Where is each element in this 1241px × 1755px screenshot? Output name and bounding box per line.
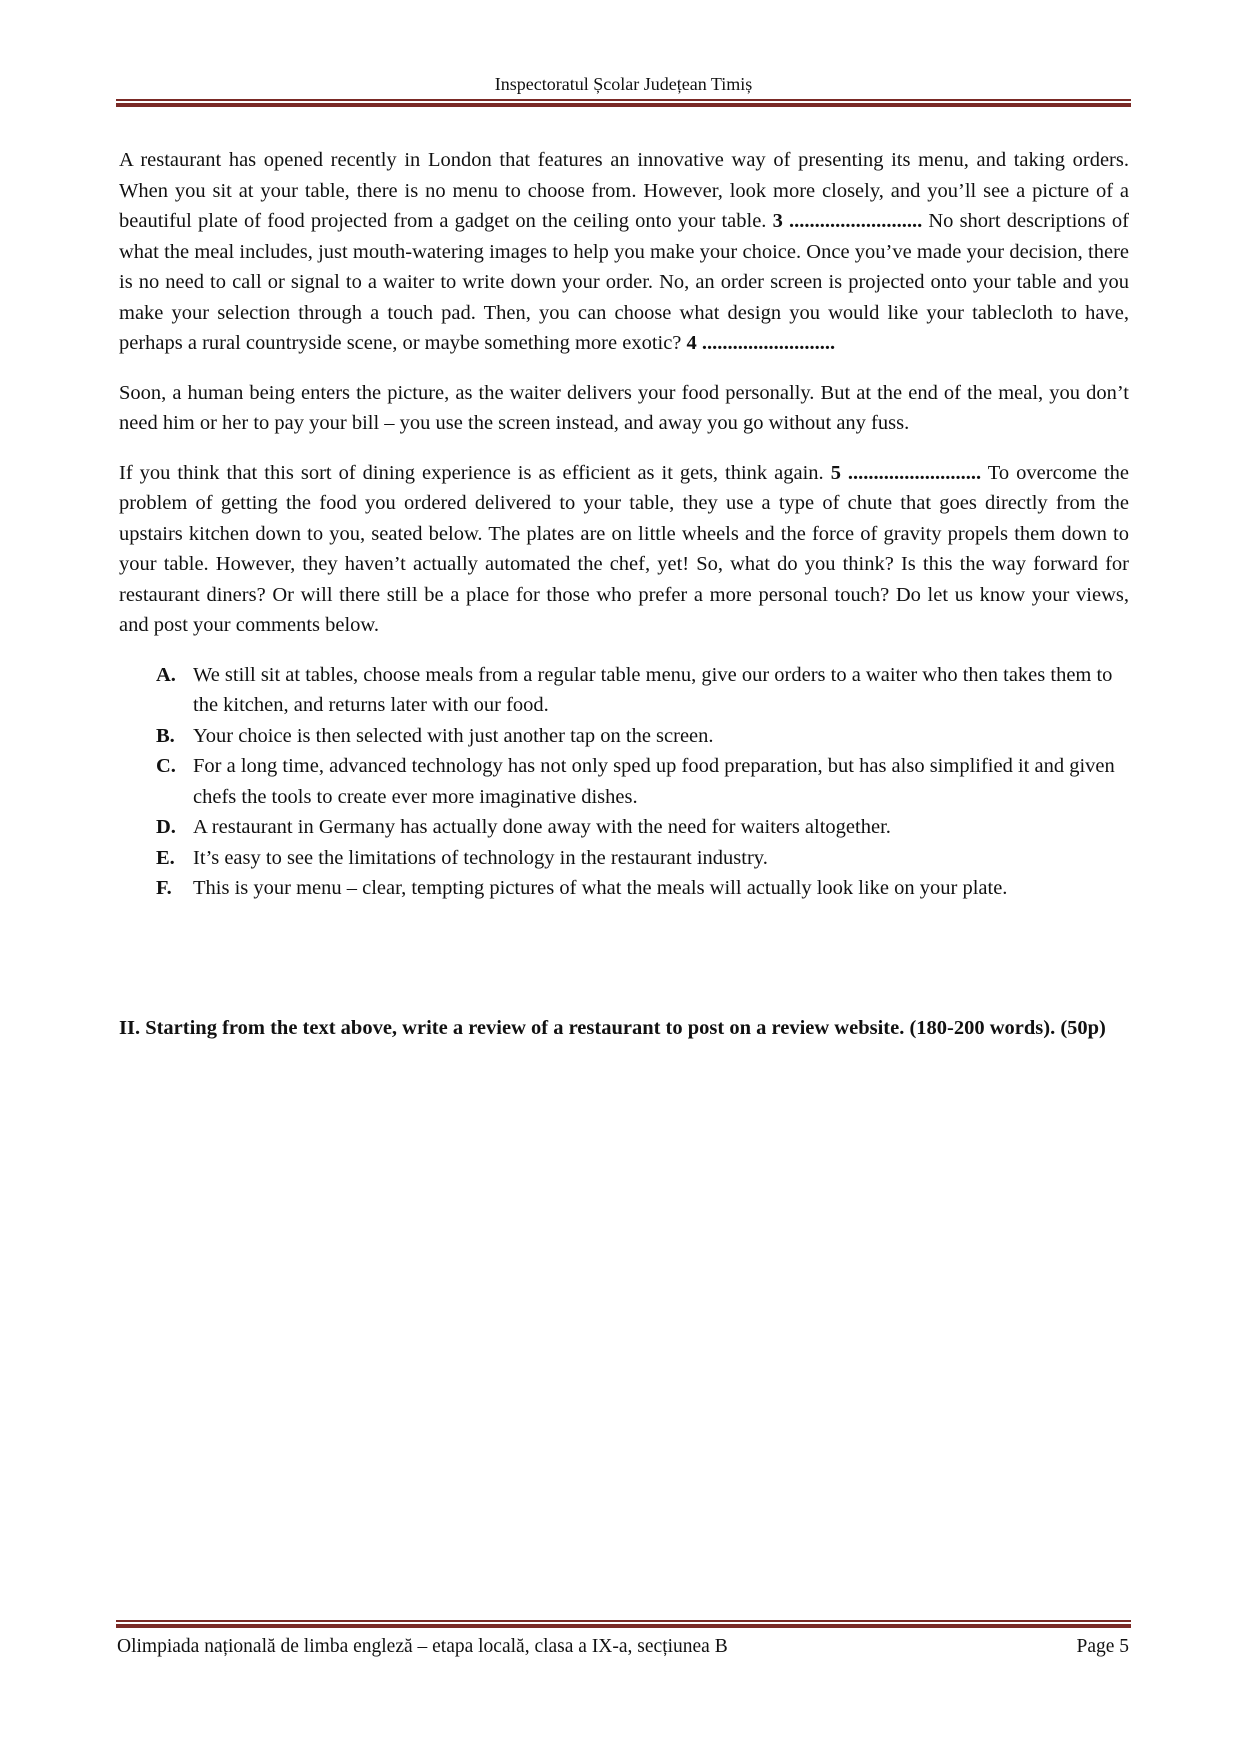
- option-text: A restaurant in Germany has actually done away with the need for waiters altogether.: [193, 816, 891, 838]
- paragraph-3-text-a: If you think that this sort of dining experience is as efficient as it gets, think again.: [119, 461, 831, 484]
- option-b: [119, 721, 1129, 752]
- option-e: [119, 843, 1129, 874]
- header-rule-thick: [116, 103, 1131, 107]
- gap-3: 3 ..........................: [772, 210, 923, 232]
- option-list: [119, 660, 1129, 904]
- option-text: It’s easy to see the limitations of technology in the restaurant industry.: [193, 846, 768, 869]
- writing-task: II. Starting from the text above, write a review of a restaurant to post on a review website. (180-200 words). (50p): [119, 1017, 1106, 1039]
- option-letter: D.: [156, 816, 176, 838]
- option-text: This is your menu – clear, tempting pictures of what the meals will actually look like on your plate.: [193, 877, 1008, 899]
- option-letter: A.: [156, 663, 176, 686]
- paragraph-3-text-b: To overcome the problem of getting the food you ordered delivered to your table, they use a type of chute that goes directly from the upstairs kitchen down to you, seated below. The plates are on little wheels and the force of gravity propels them down to your table. However, they haven’t actually automated the chef, yet! So, what do you think? Is this the way forward for restaurant diners? Or will there still be a place for those who prefer a more personal touch? Do let us know your views, and post your comments below.: [119, 461, 1129, 636]
- option-text: For a long time, advanced technology has not only sped up food preparation, but has also simplified it and given chefs the tools to create ever more imaginative dishes.: [193, 755, 1115, 808]
- footer-rule: [116, 1620, 1131, 1628]
- header-title: Inspectoratul Școlar Județean Timiș: [494, 74, 753, 94]
- option-c: [119, 751, 1129, 812]
- option-letter: F.: [156, 877, 172, 899]
- option-text: Your choice is then selected with just another tap on the screen.: [193, 724, 714, 747]
- paragraph-1-text-b: No short descriptions of what the meal includes, just mouth-watering images to help you make your choice. Once you’ve made your decision, there is no need to call or signal to a waiter to write down your order. No, an order screen is projected onto your table and you make your selection through a touch pad. Then, you can choose what design you would like your tablecloth to have, perhaps a rural countryside scene, or maybe something more exotic?: [119, 210, 1129, 354]
- reading-text: [119, 145, 1129, 904]
- gap-5: 5 ..........................: [830, 461, 982, 484]
- option-text: We still sit at tables, choose meals from a regular table menu, give our orders to a waiter who then takes them to the kitchen, and returns later with our food.: [193, 663, 1113, 716]
- paragraph-2: Soon, a human being enters the picture, as the waiter delivers your food personally. But at the end of the meal, you don’t need him or her to pay your bill – you use the screen instead, and away you go without any fuss.: [119, 381, 1129, 434]
- header-rule: [116, 99, 1131, 107]
- footer-title: Olimpiada națională de limba engleză – etapa locală, clasa a IX-a, secțiunea B: [117, 1636, 728, 1657]
- paragraph-1-text-a: A restaurant has opened recently in London that features an innovative way of presenting its menu, and taking orders. When you sit at your table, there is no menu to choose from. However, look more closely, and you’ll see a picture of a beautiful plate of food projected from a gadget on the ceiling onto your table.: [119, 149, 1129, 232]
- paragraph-1: [119, 145, 1129, 359]
- option-d: [119, 812, 1129, 843]
- option-letter: C.: [156, 755, 176, 777]
- option-letter: B.: [156, 724, 175, 747]
- gap-4: 4 ..........................: [686, 332, 836, 354]
- page-number: Page 5: [1076, 1636, 1129, 1657]
- paragraph-3: [119, 458, 1129, 641]
- option-letter: E.: [156, 846, 175, 869]
- footer-rule-thick: [116, 1624, 1131, 1628]
- option-a: [119, 660, 1129, 721]
- option-f: [119, 873, 1129, 904]
